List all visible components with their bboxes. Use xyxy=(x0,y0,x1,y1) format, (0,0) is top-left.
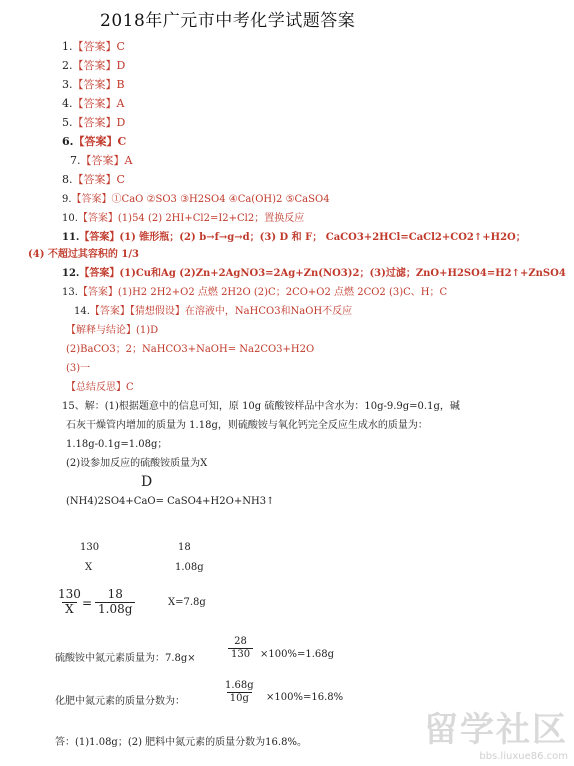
nitrogen-mass-suffix: ×100%=1.68g xyxy=(260,649,335,660)
q15-line-4: (2)设参加反应的硫酸铵质量为X xyxy=(66,458,208,469)
answer-11: 11.【答案】(1) 锥形瓶；(2) b→f→g→d；(3) D 和 F； CaCO3+2HCl=CaCl2+CO2↑+H2O； xyxy=(62,232,526,243)
answer-3: 3.【答案】B xyxy=(62,78,125,91)
nitrogen-mass-fraction: $\frac{28}{130}$ xyxy=(228,636,253,660)
result-x: X=7.8g xyxy=(168,597,206,608)
watermark-logo: 留学社区 bbs.liuxue86.com xyxy=(424,710,568,762)
answer-12: 12.【答案】(1)Cu和Ag (2)Zn+2AgNO3=2Ag+Zn(NO3)2；(3)过滤；ZnO+H2SO4=H2↑+ZnSO4 xyxy=(62,268,566,279)
answer-11-cont: (4) 不超过其容积的 1/3 xyxy=(28,249,139,260)
answer-14-part2: (2)BaCO3；2；NaHCO3+NaOH= Na2CO3+H2O xyxy=(66,344,315,355)
answer-2: 2.【答案】D xyxy=(62,59,126,72)
answer-9: 9.【答案】①CaO ②SO3 ③H2SO4 ④Ca(OH)2 ⑤CaSO4 xyxy=(62,194,330,205)
answer-14-explain: 【解释与结论】(1)D xyxy=(66,325,159,336)
nitrogen-mass-prefix: 硫酸铵中氮元素质量为：7.8g× xyxy=(55,653,196,664)
molar-mass-1: 130 xyxy=(80,542,100,553)
fertilizer-fraction-suffix: ×100%=16.8% xyxy=(266,692,344,703)
known-mass: 1.08g xyxy=(175,562,204,573)
unknown-mass: X xyxy=(85,562,93,573)
molar-mass-2: 18 xyxy=(178,542,191,553)
q15-line-3: 1.18g-0.1g=1.08g； xyxy=(66,439,168,450)
proportion-equals: = xyxy=(82,596,93,610)
answer-14: 14.【答案】【猜想假设】在溶液中，NaHCO3和NaOH不反应 xyxy=(74,306,353,317)
reaction-condition: D xyxy=(141,474,153,490)
answer-5: 5.【答案】D xyxy=(62,116,126,129)
answer-8: 8.【答案】C xyxy=(62,173,125,186)
q15-line-2: 石灰干燥管内增加的质量为 1.18g，则硫酸铵与氧化钙完全反应生成水的质量为： xyxy=(66,420,428,431)
fertilizer-fraction-prefix: 化肥中氮元素的质量分数为： xyxy=(55,696,185,707)
final-answer: 答：(1)1.08g；(2) 肥料中氮元素的质量分数为16.8%。 xyxy=(55,737,307,748)
answer-7: 7.【答案】A xyxy=(70,154,133,167)
answer-13: 13.【答案】(1)H2 2H2+O2 点燃 2H2O (2)C；2CO+O2 点燃 2CO2 (3)C、H；C xyxy=(62,287,448,298)
answer-6: 6.【答案】C xyxy=(62,135,127,148)
q15-line-1: 15、解：(1)根据题意中的信息可知，原 10g 硫酸铵样品中含水为：10g-9.9g=0.1g，碱 xyxy=(62,401,460,412)
answer-1: 1.【答案】C xyxy=(62,40,125,53)
answer-14-part3: (3)一 xyxy=(66,363,91,374)
answer-10: 10.【答案】(1)54 (2) 2HI+Cl2=I2+Cl2；置换反应 xyxy=(62,213,305,224)
proportion-left: $\frac{130}{X}$ xyxy=(58,587,81,616)
proportion-right: $\frac{18}{1.08g}$ xyxy=(95,588,135,617)
answer-14-summary: 【总结反思】C xyxy=(66,382,134,393)
reaction-equation: (NH4)2SO4+CaO= CaSO4+H2O+NH3↑ xyxy=(66,496,275,507)
page-title: 2018年广元市中考化学试题答案 xyxy=(100,11,356,31)
fertilizer-fraction: $\frac{1.68g}{10g}$ xyxy=(225,680,254,704)
answer-4: 4.【答案】A xyxy=(62,97,125,110)
